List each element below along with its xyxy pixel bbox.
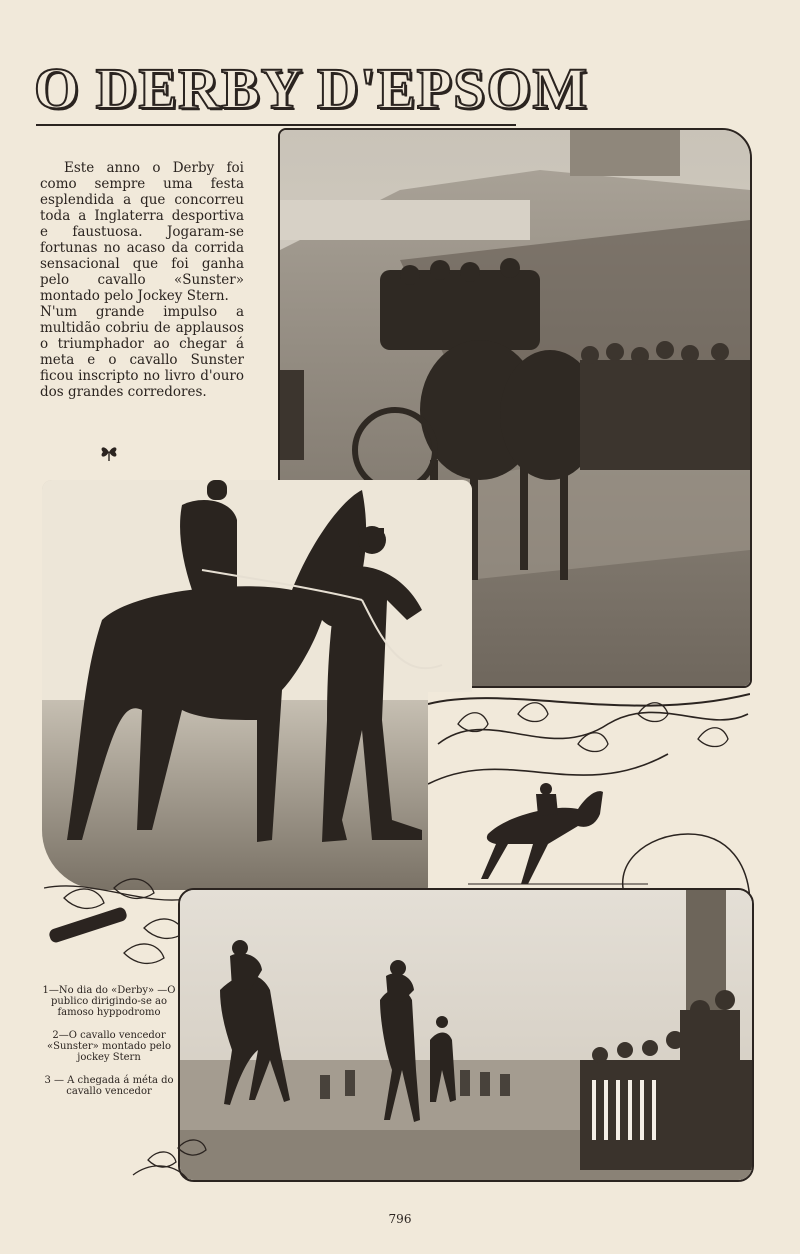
caption-1: 1—No dia do «Derby» —O publico dirigindo-se ao famoso hyppodromo	[42, 985, 176, 1018]
photo-race-finish-image	[180, 890, 752, 1180]
title-rule	[36, 124, 516, 126]
ornament-jockey-illustration	[428, 684, 750, 906]
photo-race-finish	[178, 888, 754, 1182]
page-number: 796	[388, 1212, 412, 1226]
ornament-leaves	[44, 868, 194, 978]
photo-horse-sunster-image	[42, 480, 472, 890]
article-paragraph-2: N'um grande impulso a multidão cobriu de applausos o triumphador ao chegar á meta e o cavallo Sunster ficou inscripto no livro d'ouro dos grandes corredores.	[40, 304, 244, 400]
fleuron-icon	[98, 442, 120, 462]
caption-2: 2—O cavallo vencedor «Sunster» montado pelo jockey Stern	[46, 1030, 172, 1063]
article-paragraph-1: Este anno o Derby foi como sempre uma festa esplendida a que concorreu toda a Inglaterra desportiva e faustuosa. Jogaram-se fortunas no acaso da corrida sensacional que foi ganha pelo cavallo «Sunster» montado pelo Jockey Stern.	[40, 160, 244, 304]
photo-captions	[40, 985, 178, 1109]
photo-horse-sunster	[42, 480, 472, 890]
caption-3: 3 — A chegada á méta do cavallo vencedor	[44, 1075, 174, 1097]
article-text	[40, 160, 244, 400]
page-title: O DERBY D'EPSOM	[34, 56, 589, 121]
ornament-bottom-leaves	[128, 1130, 218, 1186]
